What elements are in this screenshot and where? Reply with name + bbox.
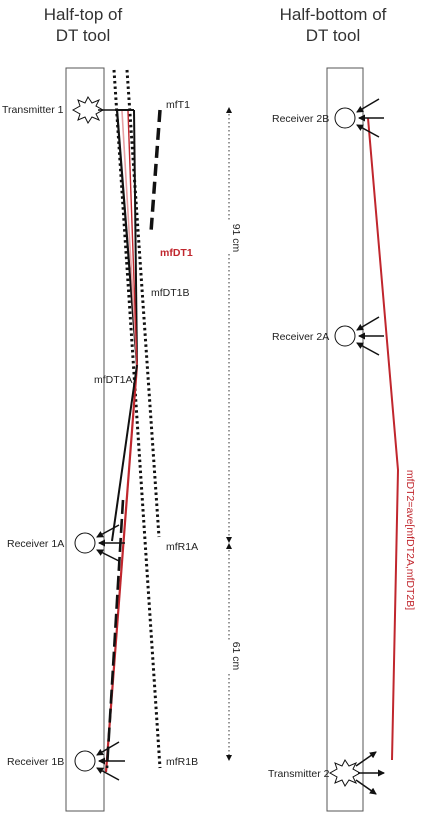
left-tool-body [66, 68, 104, 811]
right-title-line2: DT tool [305, 26, 361, 45]
mft1-dashed-path [151, 110, 160, 232]
mfdt1a-label: mfDT1A [94, 374, 133, 386]
right-tool-body [327, 68, 363, 811]
receiver1b-arrow-lower [97, 768, 119, 780]
mfdt2-red-path [368, 118, 398, 760]
receiver2a-label: Receiver 2A [272, 331, 330, 343]
transmitter2-icon [330, 760, 360, 786]
r1b-dashed-path [107, 500, 123, 768]
mfdt1a-to-r1a [112, 365, 137, 541]
dimension-lower-label: 61 cm [230, 641, 242, 671]
receiver2a-arrow-lower [357, 343, 379, 355]
dimension-upper-label: 91 cm [230, 223, 242, 253]
receiver1a-icon [75, 533, 95, 553]
receiver2b-icon [335, 108, 355, 128]
right-title-line1: Half-bottom of [279, 5, 387, 24]
mfdt2-label: mfDT2=ave[mfDT2A,mfDT2B] [404, 469, 416, 611]
receiver1a-label: Receiver 1A [7, 538, 65, 550]
mfr1a-label: mfR1A [166, 541, 199, 553]
receiver2b-arrow-upper [357, 99, 379, 112]
mfr1b-dotted-path [114, 70, 160, 768]
receiver1a-arrow-lower [97, 550, 119, 561]
transmitter1-label: Transmitter 1 [2, 104, 64, 116]
receiver1a-arrow-upper [97, 525, 119, 537]
receiver2a-arrow-upper [357, 317, 379, 330]
receiver2a-icon [335, 326, 355, 346]
mfr1b-label: mfR1B [166, 756, 199, 768]
receiver1b-label: Receiver 1B [7, 756, 65, 768]
transmitter2-label: Transmitter 2 [268, 768, 330, 780]
left-title-line2: DT tool [55, 26, 111, 45]
receiver1b-icon [75, 751, 95, 771]
mfdt1-label: mfDT1 [160, 247, 193, 259]
mft1-label: mfT1 [166, 99, 190, 111]
transmitter2-arrow-lower [356, 780, 376, 794]
receiver2b-label: Receiver 2B [272, 113, 330, 125]
mfdt1b-label: mfDT1B [151, 287, 190, 299]
left-title-line1: Half-top of [43, 5, 123, 24]
transmitter2-arrow-upper [356, 752, 376, 766]
